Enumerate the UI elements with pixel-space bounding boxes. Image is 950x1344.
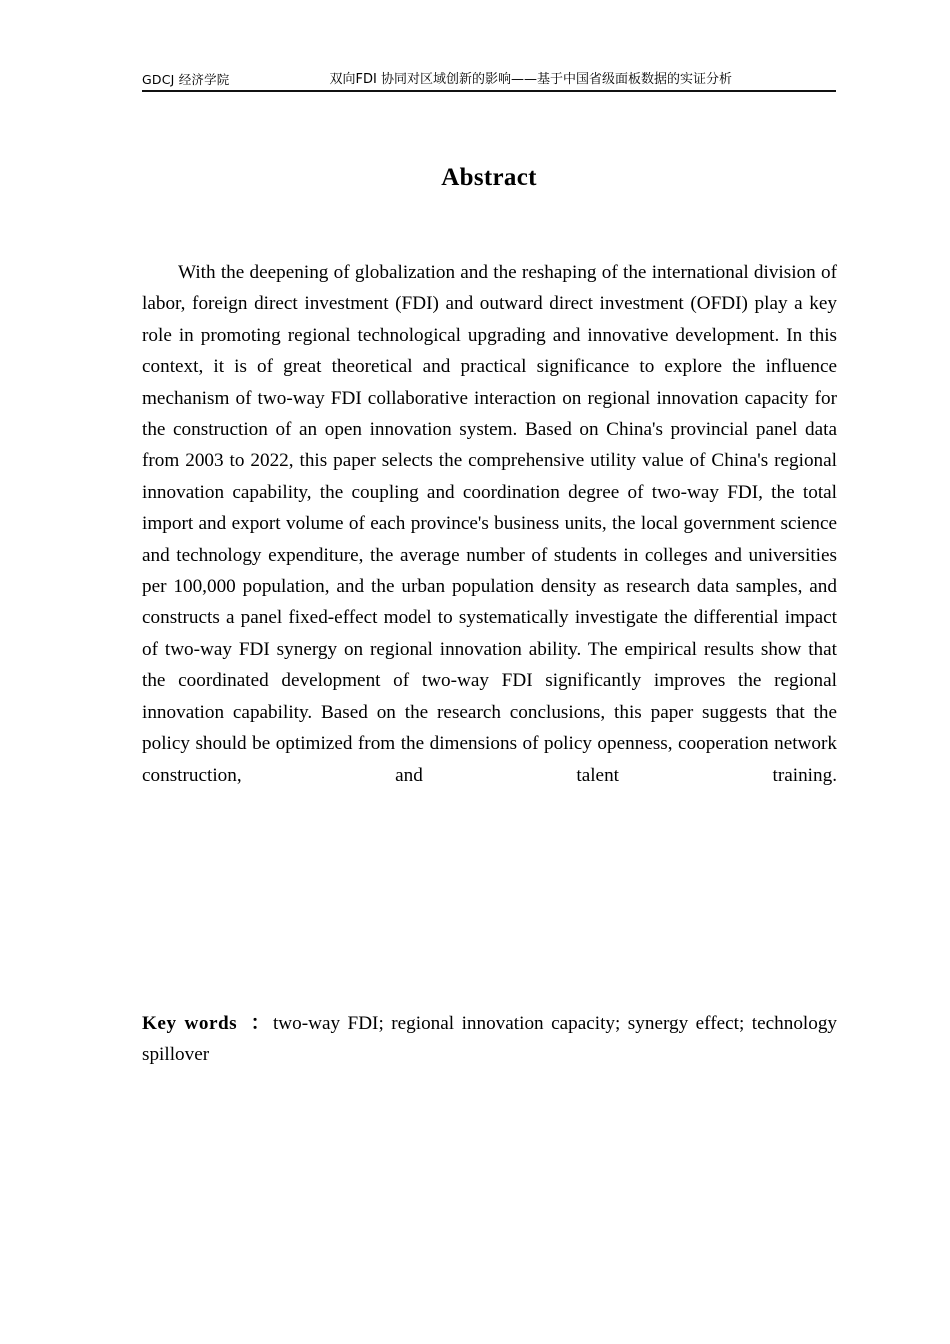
header-paper-title: 双向FDI 协同对区域创新的影响——基于中国省级面板数据的实证分析 <box>329 72 732 87</box>
header-row <box>142 66 836 88</box>
keywords-separator: ： <box>250 1013 273 1034</box>
keywords-paragraph <box>142 1008 837 1102</box>
keywords-label-space <box>237 1013 250 1034</box>
abstract-body <box>142 257 837 822</box>
header-institution-label: GDCJ 经济学院 <box>142 71 230 87</box>
keywords-values: two-way FDI; regional innovation capacity; synergy effect; technology spillover <box>142 1013 838 1066</box>
keywords-label <box>142 1013 273 1034</box>
abstract-paragraph: With the deepening of globalization and the reshaping of the international division of labor, foreign direct investment (FDI) and outward direct investment (OFDI) play a key role in promoting regional technological upgrading and innovative development. In this context, it is of great theoretical and practical significance to explore the influence mechanism of two-way FDI collaborative interaction on regional innovation capacity for the construction of an open innovation system. Based on China's provincial panel data from 2003 to 2022, this paper selects the comprehensive utility value of China's regional innovation capability, the coupling and coordination degree of two-way FDI, the total import and export volume of each province's business units, the local government science and technology expenditure, the average number of students in colleges and universities per 100,000 population, and the urban population density as research data samples, and constructs a panel fixed-effect model to systematically investigate the differential impact of two-way FDI synergy on regional innovation ability. The empirical results show that the coordinated development of two-way FDI significantly improves the regional innovation capability. Based on the research conclusions, this paper suggests that the policy should be optimized from the dimensions of policy openness, cooperation network construction, and talent training. <box>142 262 837 786</box>
keywords-label-text: Key words <box>142 1013 238 1034</box>
keywords-section <box>142 1008 837 1102</box>
page-running-header <box>142 66 836 92</box>
abstract-heading: Abstract <box>441 164 537 191</box>
